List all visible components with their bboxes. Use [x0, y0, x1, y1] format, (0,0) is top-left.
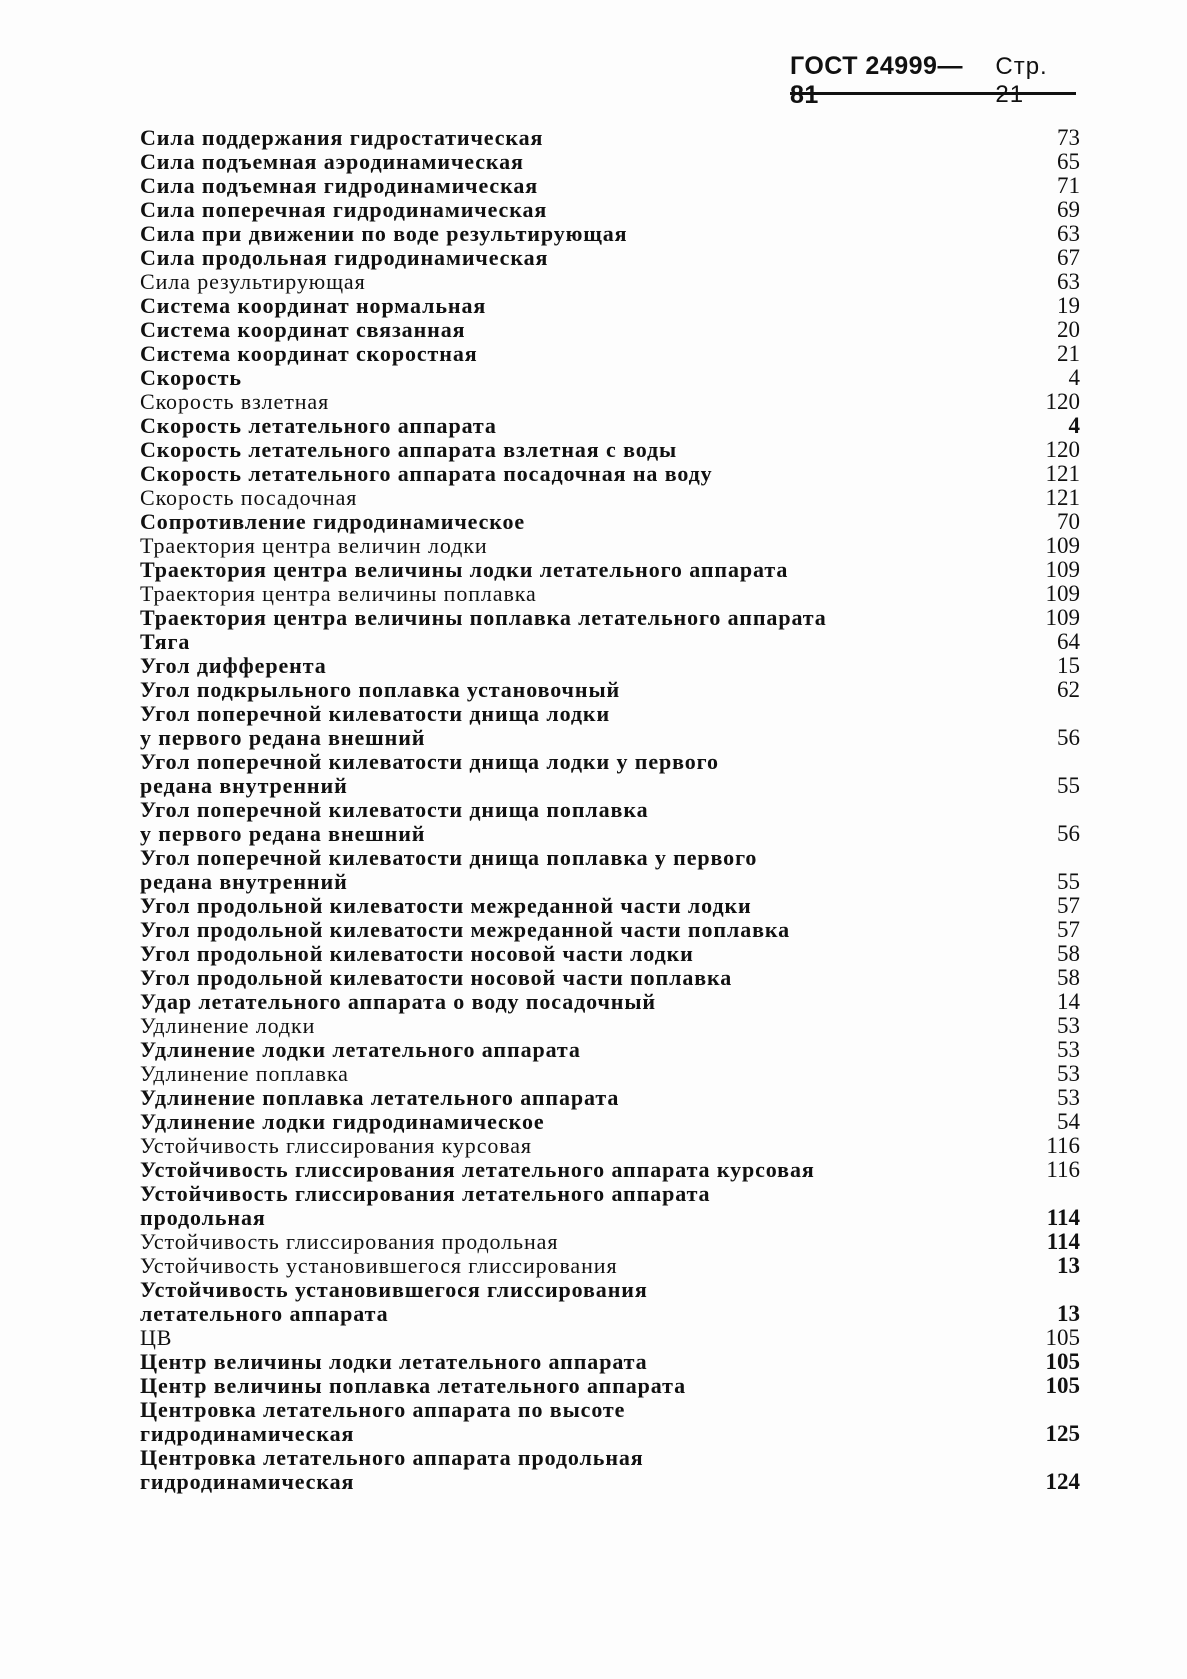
index-page-number: 13 [1057, 1253, 1080, 1278]
index-entry [140, 846, 1080, 894]
index-page-number: 58 [1057, 965, 1080, 990]
index-entry [140, 990, 1080, 1014]
index-term: Удлинение лодки летательного аппарата [140, 1037, 581, 1062]
index-entry [140, 342, 1080, 366]
index-page-number: 114 [1046, 1229, 1080, 1254]
index-entry [140, 1158, 1080, 1182]
index-page-number: 53 [1057, 1061, 1080, 1086]
index-term: Сопротивление гидродинамическое [140, 509, 526, 534]
index-page-number: 121 [1045, 485, 1080, 510]
index-term: Тяга [140, 629, 191, 654]
index-entry [140, 750, 1080, 798]
index-page-number: 105 [1045, 1373, 1080, 1398]
index-page-number: 71 [1057, 173, 1080, 198]
index-term: Траектория центра величин лодки [140, 533, 488, 558]
index-entry [140, 606, 1080, 630]
index-page-number: 63 [1057, 221, 1080, 246]
index-page-number: 4 [1068, 413, 1080, 438]
index-page-number: 67 [1057, 245, 1080, 270]
index-term: Угол продольной килеватости носовой части поплавка [140, 965, 733, 990]
index-page-number: 53 [1057, 1013, 1080, 1038]
index-page-number: 63 [1057, 269, 1080, 294]
index-page-number: 58 [1057, 941, 1080, 966]
index-term: Угол поперечной килеватости днища поплавка у первого редана внутренний [140, 845, 758, 894]
index-term: Траектория центра величины поплавка летательного аппарата [140, 605, 827, 630]
index-entry [140, 1230, 1080, 1254]
index-term: Удар летательного аппарата о воду посадочный [140, 989, 657, 1014]
index-entry [140, 702, 1080, 750]
index-term: Центр величины лодки летательного аппарата [140, 1349, 648, 1374]
index-page-number: 105 [1045, 1349, 1080, 1374]
index-term: Устойчивость установившегося глиссирования [140, 1253, 618, 1278]
index-page-number: 69 [1057, 197, 1080, 222]
index-term: Траектория центра величины лодки летательного аппарата [140, 557, 789, 582]
index-term: Угол продольной килеватости межреданной части лодки [140, 893, 752, 918]
index-page-number: 121 [1045, 461, 1080, 486]
index-entry [140, 1326, 1080, 1350]
index-page-number: 73 [1057, 125, 1080, 150]
index-page-number: 109 [1045, 557, 1080, 582]
index-page-number: 20 [1057, 317, 1080, 342]
index-entry [140, 1110, 1080, 1134]
document-code: ГОСТ 24999—81 [790, 52, 963, 109]
index-entry [140, 462, 1080, 486]
index-entry [140, 894, 1080, 918]
index-term: Скорость [140, 365, 242, 390]
index-entry [140, 942, 1080, 966]
alphabetical-index [140, 126, 1080, 1494]
index-entry [140, 966, 1080, 990]
index-entry [140, 1254, 1080, 1278]
index-entry [140, 1062, 1080, 1086]
index-entry [140, 270, 1080, 294]
index-term: Сила при движении по воде результирующая [140, 221, 628, 246]
index-term: ЦВ [140, 1325, 173, 1350]
index-entry [140, 414, 1080, 438]
index-entry [140, 1446, 1080, 1494]
index-page-number: 109 [1045, 533, 1080, 558]
index-page-number: 120 [1045, 389, 1080, 414]
index-term: Удлинение лодки гидродинамическое [140, 1109, 545, 1134]
index-term: Угол поперечной килеватости днища лодки у первого редана внешний [140, 701, 611, 750]
index-page-number: 125 [1045, 1421, 1080, 1446]
index-term: Сила поперечная гидродинамическая [140, 197, 548, 222]
index-entry [140, 798, 1080, 846]
index-entry [140, 438, 1080, 462]
index-page-number: 70 [1057, 509, 1080, 534]
index-entry [140, 318, 1080, 342]
index-entry [140, 222, 1080, 246]
index-page-number: 53 [1057, 1085, 1080, 1110]
index-page-number: 14 [1057, 989, 1080, 1014]
index-page-number: 54 [1057, 1109, 1080, 1134]
index-entry [140, 654, 1080, 678]
index-entry [140, 1134, 1080, 1158]
index-term: Устойчивость глиссирования курсовая [140, 1133, 532, 1158]
index-term: Скорость посадочная [140, 485, 358, 510]
index-page-number: 55 [1057, 773, 1080, 798]
index-term: Скорость летательного аппарата посадочная на воду [140, 461, 713, 486]
index-page-number: 65 [1057, 149, 1080, 174]
index-term: Угол продольной килеватости носовой части лодки [140, 941, 694, 966]
index-term: Скорость летательного аппарата взлетная с воды [140, 437, 678, 462]
index-term: Удлинение поплавка [140, 1061, 349, 1086]
index-term: Устойчивость глиссирования продольная [140, 1229, 559, 1254]
index-term: Траектория центра величины поплавка [140, 581, 537, 606]
index-term: Угол поперечной килеватости днища лодки у первого редана внутренний [140, 749, 719, 798]
index-entry [140, 126, 1080, 150]
index-term: Устойчивость глиссирования летательного аппарата продольная [140, 1181, 711, 1230]
index-term: Устойчивость установившегося глиссирования летательного аппарата [140, 1277, 648, 1326]
index-page-number: 13 [1057, 1301, 1080, 1326]
index-entry [140, 246, 1080, 270]
index-entry [140, 678, 1080, 702]
index-term: Центровка летательного аппарата продольная гидродинамическая [140, 1445, 644, 1494]
index-term: Центровка летательного аппарата по высоте гидродинамическая [140, 1397, 626, 1446]
index-page-number: 116 [1046, 1133, 1080, 1158]
index-term: Угол дифферента [140, 653, 327, 678]
index-page-number: 114 [1046, 1205, 1080, 1230]
index-term: Устойчивость глиссирования летательного аппарата курсовая [140, 1157, 815, 1182]
index-page-number: 57 [1057, 893, 1080, 918]
index-term: Скорость летательного аппарата [140, 413, 497, 438]
index-page-number: 4 [1068, 365, 1080, 390]
index-term: Система координат связанная [140, 317, 466, 342]
index-page-number: 53 [1057, 1037, 1080, 1062]
index-term: Сила продольная гидродинамическая [140, 245, 549, 270]
index-term: Система координат нормальная [140, 293, 487, 318]
index-term: Сила результирующая [140, 269, 366, 294]
index-entry [140, 366, 1080, 390]
index-page-number: 109 [1045, 581, 1080, 606]
index-entry [140, 1278, 1080, 1326]
index-term: Скорость взлетная [140, 389, 330, 414]
index-page-number: 57 [1057, 917, 1080, 942]
index-entry [140, 1374, 1080, 1398]
index-entry [140, 174, 1080, 198]
index-page-number: 56 [1057, 725, 1080, 750]
index-entry [140, 1350, 1080, 1374]
index-page-number: 62 [1057, 677, 1080, 702]
index-entry [140, 510, 1080, 534]
index-entry [140, 486, 1080, 510]
index-entry [140, 1086, 1080, 1110]
index-entry [140, 150, 1080, 174]
index-page-number: 64 [1057, 629, 1080, 654]
index-page-number: 15 [1057, 653, 1080, 678]
index-term: Сила поддержания гидростатическая [140, 125, 544, 150]
index-term: Центр величины поплавка летательного аппарата [140, 1373, 686, 1398]
index-entry [140, 1038, 1080, 1062]
index-entry [140, 198, 1080, 222]
index-entry [140, 390, 1080, 414]
index-entry [140, 558, 1080, 582]
index-page-number: 116 [1046, 1157, 1080, 1182]
index-term: Угол подкрыльного поплавка установочный [140, 677, 621, 702]
index-entry [140, 1398, 1080, 1446]
page-number: Стр. 21 [995, 53, 1048, 108]
index-page-number: 105 [1045, 1325, 1080, 1350]
index-entry [140, 294, 1080, 318]
index-entry [140, 534, 1080, 558]
index-entry [140, 1014, 1080, 1038]
index-page-number: 109 [1045, 605, 1080, 630]
index-page-number: 56 [1057, 821, 1080, 846]
index-term: Сила подъемная аэродинамическая [140, 149, 524, 174]
index-page-number: 21 [1057, 341, 1080, 366]
index-entry [140, 582, 1080, 606]
index-term: Система координат скоростная [140, 341, 478, 366]
index-entry [140, 918, 1080, 942]
index-entry [140, 630, 1080, 654]
index-term: Удлинение лодки [140, 1013, 316, 1038]
index-term: Угол поперечной килеватости днища поплавка у первого редана внешний [140, 797, 649, 846]
index-page-number: 120 [1045, 437, 1080, 462]
index-entry [140, 1182, 1080, 1230]
index-page-number: 19 [1057, 293, 1080, 318]
index-term: Удлинение поплавка летательного аппарата [140, 1085, 620, 1110]
index-page-number: 55 [1057, 869, 1080, 894]
page-header [790, 52, 1076, 109]
index-term: Сила подъемная гидродинамическая [140, 173, 539, 198]
index-term: Угол продольной килеватости межреданной части поплавка [140, 917, 791, 942]
index-page-number: 124 [1045, 1469, 1080, 1494]
